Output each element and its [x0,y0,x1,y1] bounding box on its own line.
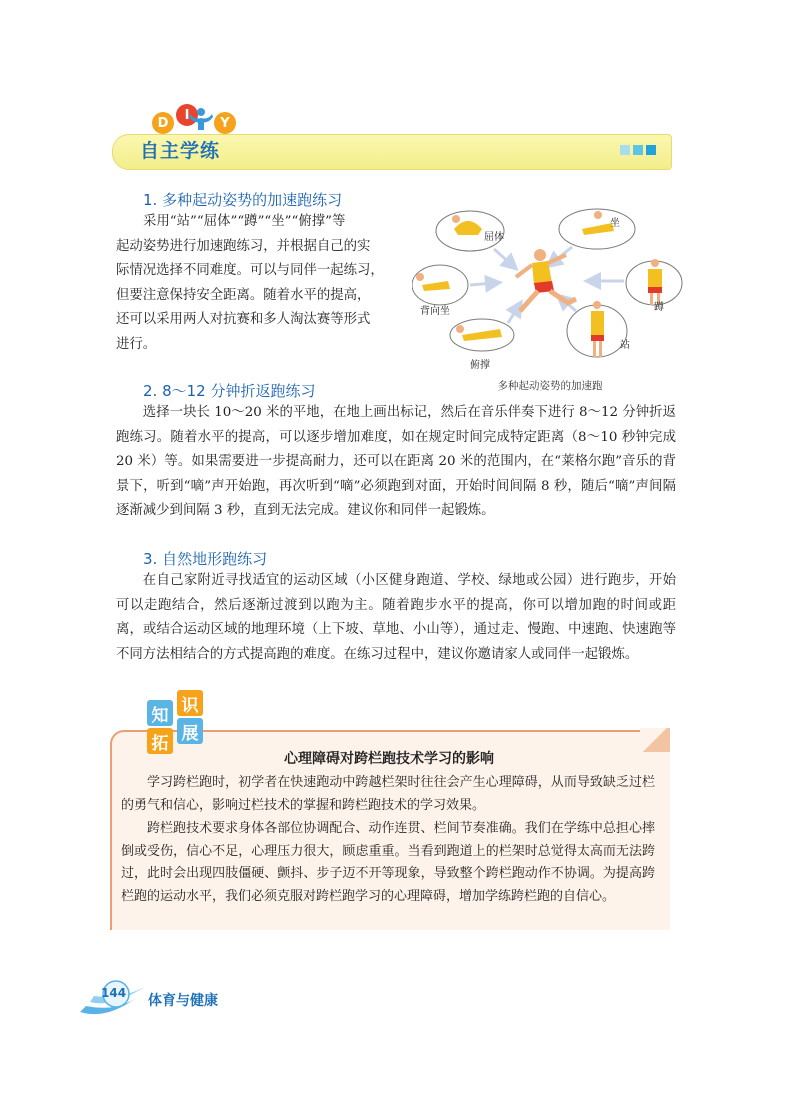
heading-3: 3. 自然地形跑练习 [143,550,268,568]
label-beixiangzuo: 背向坐 [420,306,450,317]
label-zhan: 站 [620,340,630,351]
banner-square-1 [620,145,630,155]
paragraph-1-line: 但要注意保持安全距离。随着水平的提高， [116,287,371,303]
heading-1: 1. 多种起动姿势的加速跑练习 [143,191,343,209]
knowledge-tile-tuo: 拓 [147,728,173,754]
knowledge-tile-zhan: 展 [177,718,203,744]
label-dun: 蹲 [654,302,664,313]
start-postures-illustration [412,203,684,375]
paragraph-1 [116,210,398,357]
banner-square-3 [646,145,656,155]
diy-letter-d: D [152,112,174,134]
figure-caption: 多种起动姿势的加速跑 [497,380,603,392]
strongman-icon [186,106,216,132]
paragraph-1-line: 还可以采用两人对抗赛和多人淘汰赛等形式 [116,312,371,327]
paragraph-1-line: 采用“站”“屈体”“蹲”“坐”“俯撑”等 [143,214,346,229]
diy-letter-i: I [176,104,198,126]
label-quti: 屈体 [484,232,504,243]
knowledge-tile-zhi: 知 [147,700,173,726]
heading-2: 2. 8～12 分钟折返跑练习 [143,382,316,400]
paragraph-2: 选择一块长 10～20 米的平地，在地上画出标记，然后在音乐伴奏下进行 8～12 分钟折返跑练习。随着水平的提高，可以逐步增加难度，如在规定时间完成特定距离（8～10 秒钟完成 20 米）等。如果需要进一步提高耐力，还可以在距离 20 米的范围内，在“莱格尔跑”音乐的背景下，听到“嘀”声开始跑，再次听到“嘀”必须跑到对面，开始时间间隔 8 秒，随后“嘀”声间隔逐渐减少到间隔 3 秒，直到无法完成。建议你和同伴一起锻炼。 [116,405,676,518]
diy-letter-y: Y [214,112,236,134]
knowledge-paragraph-1: 学习跨栏跑时，初学者在快速跑动中跨越栏架时往往会产生心理障碍，从而导致缺乏过栏的勇气和信心，影响过栏技术的掌握和跨栏跑技术的学习效果。 [121,775,655,813]
knowledge-title: 心理障碍对跨栏跑技术学习的影响 [284,751,494,767]
banner-square-2 [633,145,643,155]
paragraph-1-line: 起动姿势进行加速跑练习，并根据自己的实 [116,238,371,254]
page-number: 144 [101,986,127,1000]
paragraph-1-line: 际情况选择不同难度。可以与同伴一起练习， [116,263,384,278]
paragraph-3: 在自己家附近寻找适宜的运动区域（小区健身跑道、学校、绿地或公园）进行跑步，开始可以走跑结合，然后逐渐过渡到以跑为主。随着跑步水平的提高，你可以增加跑的时间或距离，或结合运动区域的地理环境（上下坡、草地、小山等），通过走、慢跑、中速跑、快速跑等不同方法相结合的方式提高跑的难度。在练习过程中，建议你邀请家人或同伴一起锻炼。 [116,573,676,662]
knowledge-tile-shi: 识 [177,690,203,716]
book-title: 体育与健康 [148,993,218,1009]
paragraph-1-line: 进行。 [116,336,157,352]
label-zuo: 坐 [610,218,620,229]
knowledge-paragraph-2: 跨栏跑技术要求身体各部位协调配合、动作连贯、栏间节奏准确。我们在学练中总担心摔倒或受伤，信心不足，心理压力很大，顾虑重重。当看到跑道上的栏架时总觉得太高而无法跨过，此时会出现四肢僵硬、颤抖、步子迈不开等现象，导致整个跨栏跑动作不协调。为提高跨栏跑的运动水平，我们必须克服对跨栏跑学习的心理障碍，增加学练跨栏跑的自信心。 [121,821,655,904]
section-title: 自主学练 [140,140,221,162]
label-fucheng: 俯撑 [470,360,490,371]
